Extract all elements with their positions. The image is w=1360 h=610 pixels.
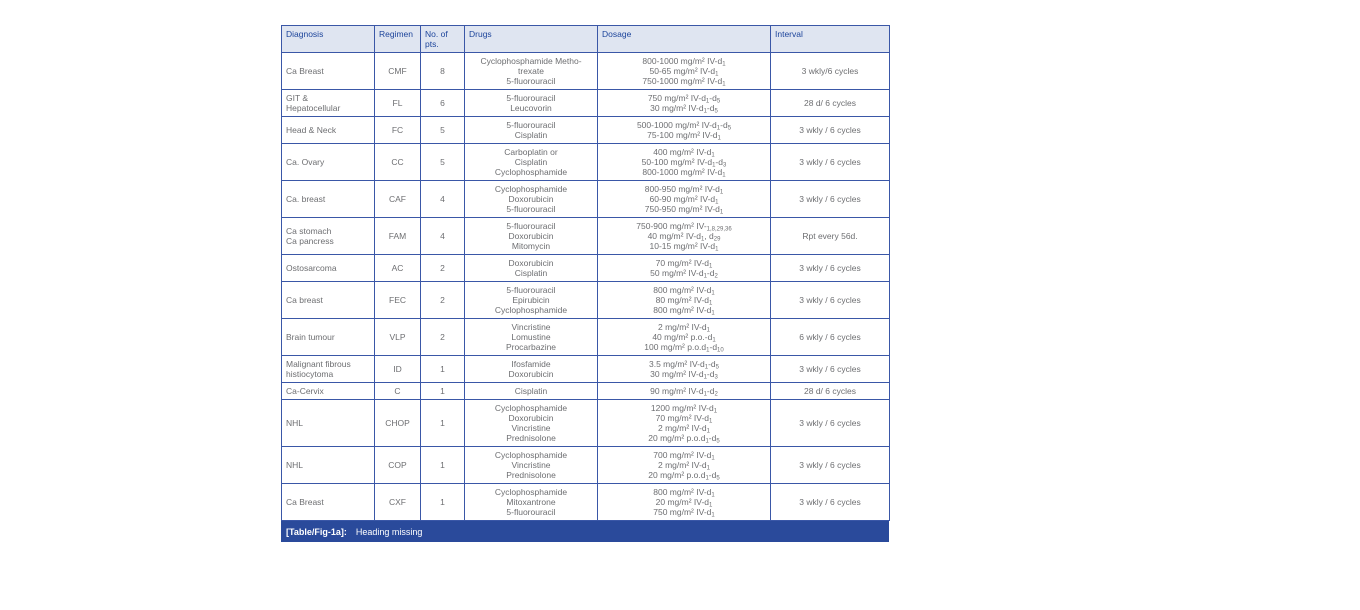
cell-drugs: Cyclophosphamide Metho- trexate 5-fluorouracil — [465, 53, 598, 90]
table-row — [282, 383, 890, 400]
cell-regimen: C — [375, 383, 421, 400]
cell-interval: 3 wkly/6 cycles — [771, 53, 890, 90]
column-header-interval: Interval — [771, 26, 890, 53]
cell-regimen: VLP — [375, 319, 421, 356]
column-header-diagnosis: Diagnosis — [282, 26, 375, 53]
cell-pts: 1 — [421, 400, 465, 447]
cell-interval: 6 wkly / 6 cycles — [771, 319, 890, 356]
cell-interval: 3 wkly / 6 cycles — [771, 356, 890, 383]
cell-interval: 3 wkly / 6 cycles — [771, 144, 890, 181]
cell-dosage: 800 mg/m² $IV-d_1$ 80 mg/m² $IV-d_1$ 800 mg/m² $IV-d_1$ — [598, 282, 771, 319]
cell-regimen: FEC — [375, 282, 421, 319]
cell-drugs: 5-fluorouracil Doxorubicin Mitomycin — [465, 218, 598, 255]
cell-interval: 3 wkly / 6 cycles — [771, 181, 890, 218]
cell-dosage: 3.5 mg/m² $IV-d_1-d_5$ 30 mg/m² $IV-d_1-d_3$ — [598, 356, 771, 383]
cell-drugs: Cisplatin — [465, 383, 598, 400]
table-body — [282, 53, 890, 521]
cell-pts: 2 — [421, 282, 465, 319]
cell-diagnosis: Ca Breast — [282, 53, 375, 90]
cell-pts: 1 — [421, 383, 465, 400]
table-row — [282, 218, 890, 255]
regimen-table — [281, 25, 890, 521]
cell-regimen: FAM — [375, 218, 421, 255]
cell-regimen: CMF — [375, 53, 421, 90]
cell-drugs: 5-fluorouracil Epirubicin Cyclophosphamide — [465, 282, 598, 319]
cell-regimen: COP — [375, 447, 421, 484]
cell-pts: 1 — [421, 484, 465, 521]
cell-diagnosis: Ca-Cervix — [282, 383, 375, 400]
cell-diagnosis: GIT & Hepatocellular — [282, 90, 375, 117]
column-header-dosage: Dosage — [598, 26, 771, 53]
table-row — [282, 53, 890, 90]
table-row — [282, 90, 890, 117]
cell-diagnosis: Ca. breast — [282, 181, 375, 218]
table-row — [282, 181, 890, 218]
table-row — [282, 400, 890, 447]
cell-interval: 3 wkly / 6 cycles — [771, 400, 890, 447]
cell-interval: 3 wkly / 6 cycles — [771, 117, 890, 144]
cell-pts: 4 — [421, 218, 465, 255]
table-row — [282, 117, 890, 144]
table-caption-label: [Table/Fig-1a]: — [286, 526, 347, 537]
cell-regimen: FC — [375, 117, 421, 144]
cell-regimen: CXF — [375, 484, 421, 521]
table-row — [282, 356, 890, 383]
cell-diagnosis: Ostosarcoma — [282, 255, 375, 282]
cell-pts: 2 — [421, 255, 465, 282]
cell-regimen: ID — [375, 356, 421, 383]
cell-regimen: AC — [375, 255, 421, 282]
cell-interval: Rpt every 56d. — [771, 218, 890, 255]
cell-regimen: CC — [375, 144, 421, 181]
table-row — [282, 255, 890, 282]
cell-dosage: 800 mg/m² $IV-d_1$ 20 mg/m² $IV-d_1$ 750 mg/m² $IV-d_1$ — [598, 484, 771, 521]
cell-regimen: CAF — [375, 181, 421, 218]
cell-dosage: 70 mg/m² $IV-d_1$ 50 mg/m² $IV-d_1-d_2$ — [598, 255, 771, 282]
cell-drugs: Vincristine Lomustine Procarbazine — [465, 319, 598, 356]
cell-drugs: Carboplatin or Cisplatin Cyclophosphamide — [465, 144, 598, 181]
cell-diagnosis: Brain tumour — [282, 319, 375, 356]
cell-interval: 3 wkly / 6 cycles — [771, 447, 890, 484]
cell-drugs: 5-fluorouracil Cisplatin — [465, 117, 598, 144]
cell-pts: 5 — [421, 117, 465, 144]
cell-interval: 3 wkly / 6 cycles — [771, 255, 890, 282]
table-row — [282, 144, 890, 181]
cell-drugs: Doxorubicin Cisplatin — [465, 255, 598, 282]
cell-pts: 1 — [421, 356, 465, 383]
table-row — [282, 484, 890, 521]
table-figure — [281, 25, 889, 542]
cell-pts: 1 — [421, 447, 465, 484]
column-header-pts: No. of pts. — [421, 26, 465, 53]
table-caption — [281, 521, 889, 542]
table-row — [282, 319, 890, 356]
cell-drugs: Cyclophosphamide Doxorubicin Vincristine Prednisolone — [465, 400, 598, 447]
cell-dosage: 800-1000 mg/m² $IV-d_1$ 50-65 mg/m² $IV-d_1$ 750-1000 mg/m² $IV-d_1$ — [598, 53, 771, 90]
cell-dosage: 400 mg/m² $IV-d_1$ 50-100 mg/m² $IV-d_1-d_3$ 800-1000 mg/m² $IV-d_1$ — [598, 144, 771, 181]
table-caption-text: Heading missing — [355, 526, 423, 537]
cell-interval: 28 d/ 6 cycles — [771, 90, 890, 117]
cell-diagnosis: Ca Breast — [282, 484, 375, 521]
table-row — [282, 282, 890, 319]
column-header-drugs: Drugs — [465, 26, 598, 53]
cell-dosage: 700 mg/m² $IV-d_1$ 2 mg/m² $IV-d_1$ 20 mg/m² $p.o.d_1-d_5$ — [598, 447, 771, 484]
cell-drugs: Ifosfamide Doxorubicin — [465, 356, 598, 383]
cell-drugs: 5-fluorouracil Leucovorin — [465, 90, 598, 117]
cell-interval: 3 wkly / 6 cycles — [771, 484, 890, 521]
table-row — [282, 447, 890, 484]
cell-dosage: 1200 mg/m² $IV-d_1$ 70 mg/m² $IV-d_1$ 2 mg/m² $IV-d_1$ 20 mg/m² $p.o.d_1-d_5$ — [598, 400, 771, 447]
cell-pts: 2 — [421, 319, 465, 356]
cell-diagnosis: Malignant fibrous histiocytoma — [282, 356, 375, 383]
cell-dosage: 750-900 mg/m² $IV-_{1,8,29,36}$ 40 mg/m² $IV-d_1$, $d_{29}$ 10-15 mg/m² $IV-d_1$ — [598, 218, 771, 255]
cell-diagnosis: Ca. Ovary — [282, 144, 375, 181]
cell-diagnosis: NHL — [282, 447, 375, 484]
cell-interval: 28 d/ 6 cycles — [771, 383, 890, 400]
cell-pts: 4 — [421, 181, 465, 218]
cell-dosage: 500-1000 mg/m² $IV-d_1-d_5$ 75-100 mg/m² $IV-d_1$ — [598, 117, 771, 144]
cell-dosage: 90 mg/m² $IV-d_1-d_2$ — [598, 383, 771, 400]
cell-drugs: Cyclophosphamide Doxorubicin 5-fluorouracil — [465, 181, 598, 218]
cell-regimen: FL — [375, 90, 421, 117]
cell-pts: 5 — [421, 144, 465, 181]
cell-diagnosis: Head & Neck — [282, 117, 375, 144]
cell-pts: 8 — [421, 53, 465, 90]
cell-interval: 3 wkly / 6 cycles — [771, 282, 890, 319]
cell-drugs: Cyclophosphamide Vincristine Prednisolone — [465, 447, 598, 484]
cell-diagnosis: NHL — [282, 400, 375, 447]
header-row — [282, 26, 890, 53]
column-header-regimen: Regimen — [375, 26, 421, 53]
cell-dosage: 2 mg/m² $IV-d_1$ 40 mg/m² $p.o.-d_1$ 100 mg/m² $p.o.d_1-d_{10}$ — [598, 319, 771, 356]
cell-diagnosis: Ca stomach Ca pancress — [282, 218, 375, 255]
cell-diagnosis: Ca breast — [282, 282, 375, 319]
cell-pts: 6 — [421, 90, 465, 117]
cell-drugs: Cyclophosphamide Mitoxantrone 5-fluorouracil — [465, 484, 598, 521]
cell-regimen: CHOP — [375, 400, 421, 447]
cell-dosage: 750 mg/m² $IV-d_1-d_5$ 30 mg/m² $IV-d_1-d_5$ — [598, 90, 771, 117]
cell-dosage: 800-950 mg/m² $IV-d_1$ 60-90 mg/m² $IV-d_1$ 750-950 mg/m² $IV-d_1$ — [598, 181, 771, 218]
